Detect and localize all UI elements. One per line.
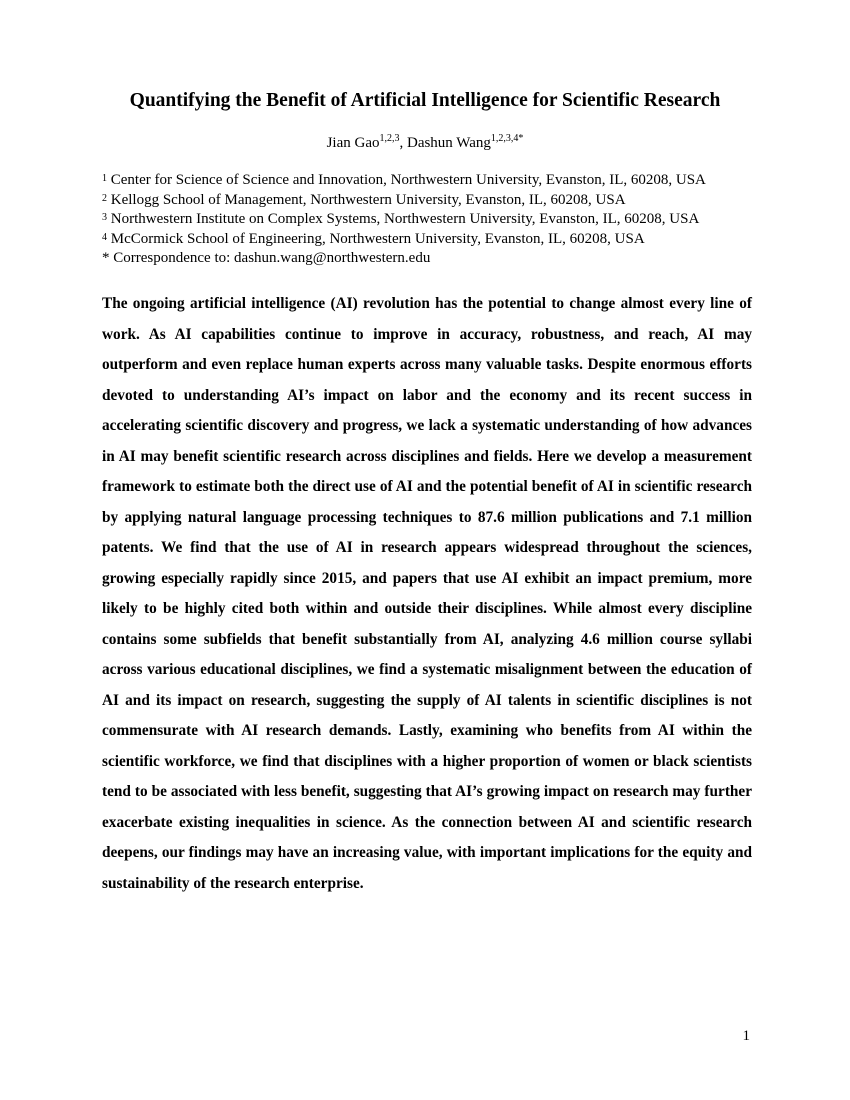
affiliation-text: Center for Science of Science and Innovation, Northwestern University, Evanston, IL, 60208, USA [107, 172, 706, 188]
affiliation-item [102, 171, 782, 191]
affiliation-marker: 3 [102, 212, 107, 223]
author-separator: , [399, 135, 407, 151]
affiliation-marker: 2 [102, 192, 107, 204]
author-name: Jian Gao [326, 135, 380, 151]
affiliation-marker: 4 [102, 231, 107, 243]
abstract: The ongoing artificial intelligence (AI) revolution has the potential to change almost every line of work. As AI capabilities continue to improve in accuracy, robustness, and reach, AI may outperform and even replace human experts across many valuable tasks. Despite enormous efforts devoted to understanding AI’s impact on labor and the economy and its recent success in accelerating scientific discovery and progress, we lack a systematic understanding of how advances in AI may benefit scientific research across disciplines and fields. Here we develop a measurement framework to estimate both the direct use of AI and the potential benefit of AI in scientific research by applying natural language processing techniques to 87.6 million publications and 7.1 million patents. We find that the use of AI in research appears widespread throughout the sciences, growing especially rapidly since 2015, and papers that use AI exhibit an impact premium, more likely to be highly cited both within and outside their disciplines. While almost every discipline contains some subfields that benefit substantially from AI, analyzing 4.6 million course syllabi across various educational disciplines, we find a systematic misalignment between the education of AI and its impact on research, suggesting the supply of AI talents in scientific disciplines is not commensurate with AI research demands. Lastly, examining who benefits from AI within the scientific workforce, we find that disciplines with a higher proportion of women or black scientists tend to be associated with less benefit, suggesting that AI’s growing impact on research may further exacerbate existing inequalities in science. As the connection between AI and scientific research deepens, our findings may have an increasing value, with important implications for the equity and sustainability of the research enterprise. [102, 295, 752, 892]
affiliation-item [102, 210, 782, 230]
affiliation-list [102, 171, 782, 269]
paper-title: Quantifying the Benefit of Artificial Intelligence for Scientific Research [129, 90, 721, 111]
correspondence-line: * Correspondence to: dashun.wang@northwestern.edu [102, 250, 431, 266]
affiliation-text: Northwestern Institute on Complex Systems, Northwestern University, Evanston, IL, 60208, USA [107, 211, 700, 227]
page-number: 1 [742, 1028, 750, 1044]
affiliation-text: Kellogg School of Management, Northwestern University, Evanston, IL, 60208, USA [107, 191, 626, 208]
affiliation-item [102, 191, 782, 211]
affiliation-text: McCormick School of Engineering, Northwestern University, Evanston, IL, 60208, USA [107, 230, 645, 247]
author-affiliation-marker: 1,2,3,4* [490, 133, 524, 144]
affiliation-marker: 1 [102, 173, 107, 184]
author-affiliation-marker: 1,2,3 [379, 133, 400, 144]
author-name: Dashun Wang [406, 135, 491, 151]
author-list [0, 135, 850, 152]
affiliation-item [102, 230, 782, 250]
